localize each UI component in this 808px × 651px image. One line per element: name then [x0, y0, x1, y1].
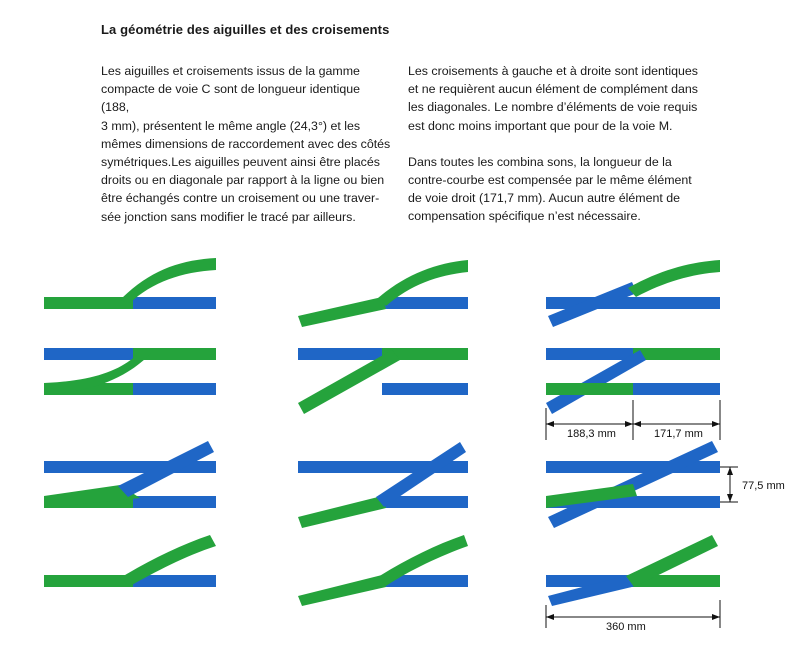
diagram-c1-r1 [44, 258, 216, 309]
green-diagonal-track [298, 297, 386, 327]
blue-straight-track [633, 383, 720, 395]
diagram-c1-r3 [44, 441, 216, 508]
diagram-c3-r3 [546, 441, 720, 528]
green-diagonal-track [298, 575, 386, 606]
diagram-c2-r3 [298, 442, 468, 528]
diagram-c2-r4 [298, 535, 468, 606]
green-diagonal-track [298, 496, 386, 528]
blue-straight-track [133, 297, 216, 309]
diagram-c1-r4 [44, 535, 216, 587]
blue-straight-track [382, 383, 468, 395]
diagram-c2-r2 [298, 348, 468, 414]
green-curved-branch [628, 260, 720, 297]
track-spacing-label: 77,5 mm [742, 480, 785, 492]
right-paragraph-2: Dans toutes les combina sons, la longueur de la contre-courbe est compensée par le même élément de voie droit (171,7 mm). Aucun autre élément de compensation spécifique n’est nécessaire. [408, 154, 692, 224]
green-straight-track [633, 348, 720, 360]
diagram-c1-r2 [44, 348, 216, 395]
diagram-c3-r1 [546, 260, 720, 327]
turnout-length-label: 188,3 mm [567, 428, 616, 440]
blue-straight-track [44, 348, 133, 360]
diagram-c2-r1 [298, 260, 468, 327]
blue-straight-track [546, 348, 633, 360]
left-paragraph: Les aiguilles et croisements issus de la gamme compacte de voie C sont de longueur identique (188, 3 mm), présentent le même angle (24,3°) et les mêmes dimensions de raccordement avec des côtés symétriques.Les aiguilles peuvent ainsi être placés droits ou en diagonale par rapport à la ligne ou bien être échangés contre un croisement ou une traver- sée jonction sans modifier le tracé par ailleurs. [101, 64, 391, 224]
green-diagonal-track [546, 383, 633, 395]
right-paragraph-1: Les croisements à gauche et à droite sont identiques et ne requièrent aucun élément de complément dans les diagonales. Le nombre d’éléments de voie requis est donc moins important que pour de la voie M. [408, 64, 698, 133]
blue-straight-track [298, 348, 382, 360]
green-straight-track [44, 297, 133, 309]
page-title: La géométrie des aiguilles et des croisements [101, 22, 390, 37]
blue-straight-track [133, 496, 216, 508]
green-straight-track [44, 575, 133, 587]
blue-straight-track [133, 383, 216, 395]
diagram-c3-r4 [546, 535, 720, 606]
total-length-label: 360 mm [606, 621, 646, 633]
straight-length-label: 171,7 mm [654, 428, 703, 440]
green-curved-branch [120, 258, 216, 303]
